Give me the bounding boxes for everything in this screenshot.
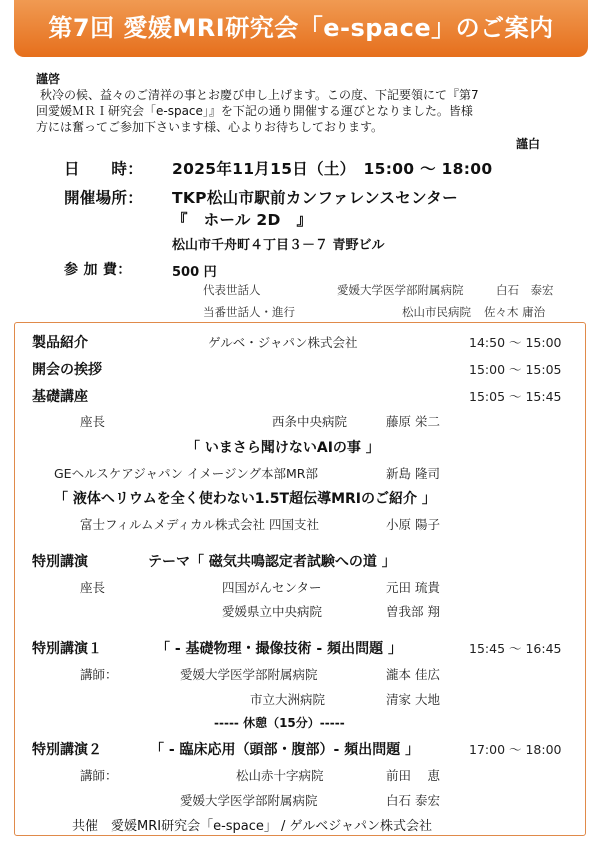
basic-talk1-title: 「 いまさら聞けないAIの事 」: [186, 440, 380, 456]
greeting-line-2: 回愛媛ＭＲＩ研究会「e-space」』を下記の通り開催する運びとなりました。皆様: [36, 104, 473, 118]
organizer-org: 愛媛大学医学部附属病院: [337, 283, 464, 297]
venue-label: 開催場所：: [64, 189, 144, 207]
date-value: 2025年11月15日（土） 15:00 〜 18:00: [172, 160, 493, 178]
break-text: ----- 休憩（15分）-----: [214, 716, 345, 730]
basic-chair-name: 藤原 栄二: [386, 414, 440, 429]
special1-lec2-name: 清家 大地: [386, 692, 440, 707]
greeting-line-1: 秋冷の候、益々のご清祥の事とお慶び申し上げます。この度、下記要領にて『第7: [40, 88, 479, 102]
date-label: 日 時：: [64, 160, 144, 178]
greeting-open: 謹啓: [36, 72, 61, 86]
special2-lecturer-label: 講師：: [80, 768, 118, 783]
venue-room: 『 ホール 2D 』: [172, 211, 313, 229]
cohost-text: 共催 愛媛MRI研究会「e-space」 / ゲルベジャパン株式会社: [72, 819, 433, 834]
product-label: 製品紹介: [32, 335, 88, 351]
special-label: 特別講演: [32, 554, 88, 570]
organizer-org: 松山市民病院: [402, 305, 471, 319]
title-banner: [14, 0, 588, 57]
opening-label: 開会の挨拶: [32, 362, 102, 378]
special-chair-label: 座長: [80, 580, 106, 595]
fee-value: 500 円: [172, 265, 217, 280]
special2-lec2-name: 白石 泰宏: [386, 793, 440, 808]
opening-time: 15:00 〜 15:05: [469, 362, 562, 377]
special-chair1-name: 元田 琉貴: [386, 580, 440, 595]
special1-title: 「 - 基礎物理・撮像技術 - 頻出問題 」: [156, 641, 402, 657]
special1-time: 15:45 〜 16:45: [469, 641, 562, 656]
special2-lec1-org: 松山赤十字病院: [236, 768, 324, 783]
special2-time: 17:00 〜 18:00: [469, 742, 562, 757]
special2-lec1-name: 前田 恵: [386, 768, 440, 783]
organizer-role: 代表世話人: [203, 283, 261, 297]
special1-label: 特別講演１: [32, 641, 102, 657]
basic-chair-label: 座長: [80, 414, 106, 429]
basic-talk1-org: GEヘルスケアジャパン イメージング本部MR部: [54, 466, 318, 481]
special1-lecturer-label: 講師：: [80, 667, 118, 682]
special-chair1-org: 四国がんセンター: [222, 580, 322, 595]
basic-talk2-org: 富士フィルムメディカル株式会社 四国支社: [80, 517, 319, 532]
organizer-role: 当番世話人・進行: [203, 305, 295, 319]
special1-lec1-name: 瀧本 佳広: [386, 667, 440, 682]
organizer-name: 白石 泰宏: [496, 283, 554, 297]
special-chair2-org: 愛媛県立中央病院: [222, 604, 323, 619]
special2-lec2-org: 愛媛大学医学部附属病院: [180, 793, 318, 808]
basic-label: 基礎講座: [32, 389, 88, 405]
fee-label: 参 加 費：: [64, 262, 132, 278]
organizer-name: 佐々木 庸治: [484, 305, 546, 319]
special1-lec1-org: 愛媛大学医学部附属病院: [180, 667, 318, 682]
basic-time: 15:05 〜 15:45: [469, 389, 562, 404]
product-time: 14:50 〜 15:00: [469, 335, 562, 350]
basic-talk2-name: 小原 陽子: [386, 517, 440, 532]
basic-chair-org: 西条中央病院: [272, 414, 348, 429]
basic-talk1-name: 新島 隆司: [386, 466, 440, 481]
page-title: 第7回 愛媛MRI研究会「e-space」のご案内: [48, 14, 554, 42]
greeting-line-3: 方には奮ってご参加下さいます様、心よりお待ちしております。: [36, 120, 384, 134]
special2-label: 特別講演２: [32, 742, 102, 758]
basic-talk2-title: 「 液体ヘリウムを全く使わない1.5T超伝導MRIのご紹介 」: [54, 491, 436, 507]
special-theme: テーマ「 磁気共鳴認定者試験への道 」: [148, 554, 396, 570]
special-chair2-name: 曽我部 翔: [386, 604, 440, 619]
special1-lec2-org: 市立大洲病院: [250, 692, 326, 707]
greeting-close: 謹白: [516, 137, 541, 151]
venue-address: 松山市千舟町４丁目３－７ 青野ビル: [172, 238, 385, 253]
product-company: ゲルベ・ジャパン株式会社: [208, 335, 358, 350]
special2-title: 「 - 臨床応用（頭部・腹部）- 頻出問題 」: [150, 742, 420, 758]
venue-value: TKP松山市駅前カンファレンスセンター: [172, 189, 458, 207]
